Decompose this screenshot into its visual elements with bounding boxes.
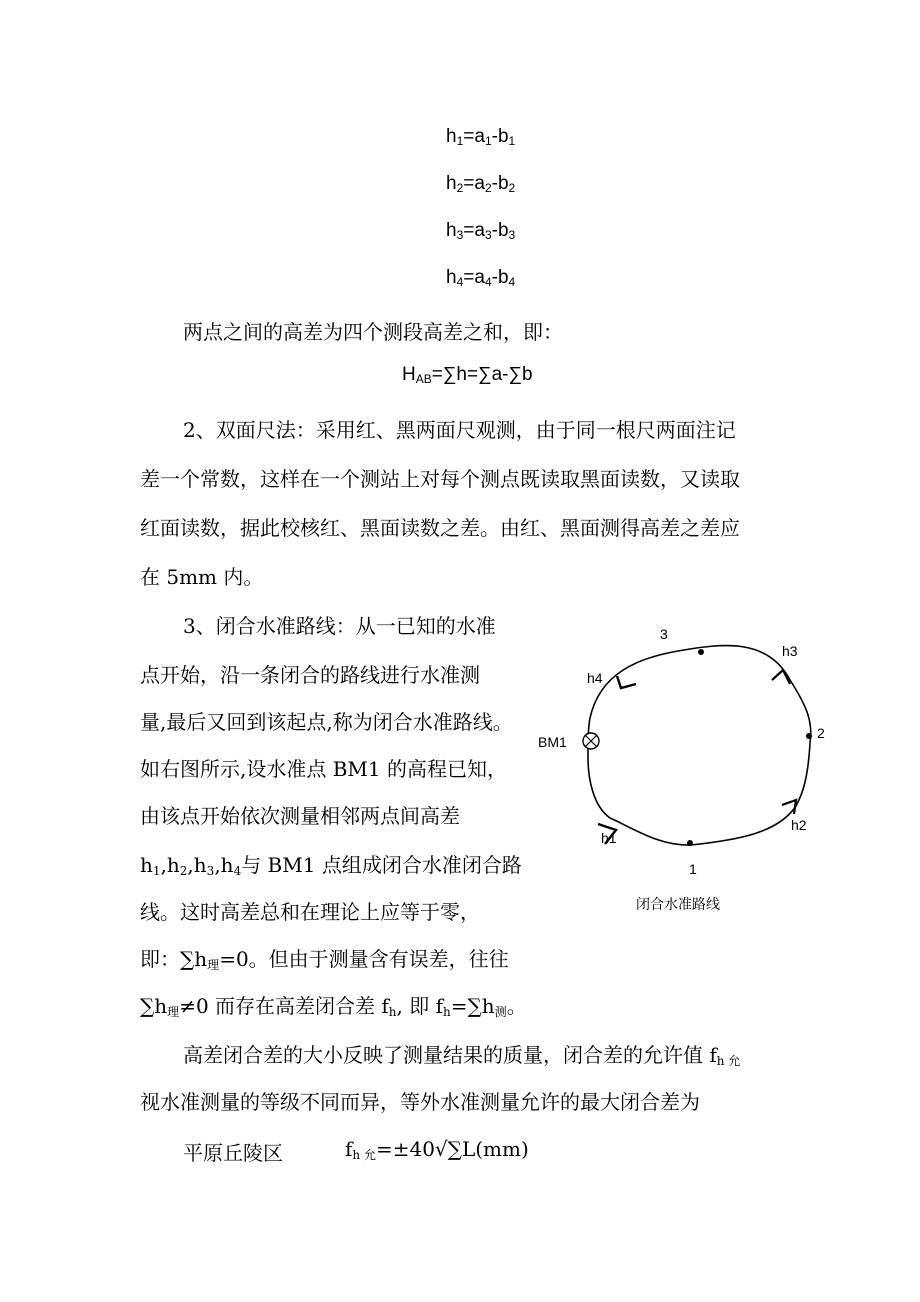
point-1-dot xyxy=(687,840,693,846)
region-label: 平原丘陵区 xyxy=(183,1141,283,1165)
equation-h3: $h_3=a_3-b_3$ xyxy=(446,220,516,242)
sec2-line3: 红面读数，据此校核红、黑面读数之差。由红、黑面测得高差之差应 xyxy=(140,516,740,540)
label-point-2: 2 xyxy=(817,725,825,741)
sec3-line5: 由该点开始依次测量相邻两点间高差 xyxy=(140,804,460,828)
label-bm1: BM1 xyxy=(538,734,567,750)
label-h3: h3 xyxy=(782,643,798,659)
label-point-1: 1 xyxy=(689,861,697,877)
point-2-dot xyxy=(806,733,812,739)
sec3-line7: 线。这时高差总和在理论上应等于零， xyxy=(140,900,480,924)
sec2-line4: 在 5mm 内。 xyxy=(140,565,264,589)
sec3-line9: $\sum h_理\ne 0$ 而存在高差闭合差 $f_h$, 即 $f_h=\sum h_测$。 xyxy=(140,994,527,1019)
figure-caption: 闭合水准路线 xyxy=(636,896,720,912)
formula-hab: $H_{AB}=\sum h=\sum a-\sum b$ xyxy=(402,364,533,386)
equation-h4: $h_4=a_4-b_4$ xyxy=(446,267,516,289)
sec3-line4: 如右图所示,设水准点 BM1 的高程已知， xyxy=(140,757,507,781)
equation-h2: $h_2=a_2-b_2$ xyxy=(446,173,516,195)
bm1-marker xyxy=(583,733,599,749)
equation-h1: $h_1=a_1-b_1$ xyxy=(446,126,516,148)
sec3-line6: $h_1,h_2,h_3,h_4$与 BM1 点组成闭合水准闭合路 xyxy=(140,853,522,878)
label-h1: h1 xyxy=(601,830,617,846)
sec3-line8: 即：$\sum h_理=0$。但由于测量含有误差，往往 xyxy=(140,947,509,972)
closed-leveling-route-figure xyxy=(528,618,858,918)
label-h4: h4 xyxy=(587,670,603,686)
arrow-h3-icon xyxy=(772,670,790,684)
label-point-3: 3 xyxy=(660,626,668,642)
tolerance-formula: $f_{h 允}=\pm 40√\sum L(mm)$ xyxy=(345,1137,529,1162)
arrow-h2-icon xyxy=(782,800,796,814)
sec3-line2: 点开始，沿一条闭合的路线进行水准测 xyxy=(140,663,480,687)
label-h2: h2 xyxy=(791,817,807,833)
sec2-line2: 差一个常数，这样在一个测站上对每个测点既读取黑面读数，又读取 xyxy=(140,467,740,491)
paragraph-sum: 两点之间的高差为四个测段高差之和，即： xyxy=(183,320,563,344)
tolerance-line1: 高差闭合差的大小反映了测量结果的质量，闭合差的允许值 $f_{h 允}$ xyxy=(183,1043,741,1068)
arrow-h4-icon xyxy=(617,676,636,688)
point-3-dot xyxy=(698,649,704,655)
sec2-line1: 2、双面尺法：采用红、黑两面尺观测，由于同一根尺两面注记 xyxy=(183,418,736,442)
tolerance-line2: 视水准测量的等级不同而异，等外水准测量允许的最大闭合差为 xyxy=(140,1090,700,1114)
sec3-line3: 量,最后又回到该起点,称为闭合水准路线。 xyxy=(140,710,513,734)
sec3-line1: 3、闭合水准路线：从一已知的水准 xyxy=(183,614,496,638)
